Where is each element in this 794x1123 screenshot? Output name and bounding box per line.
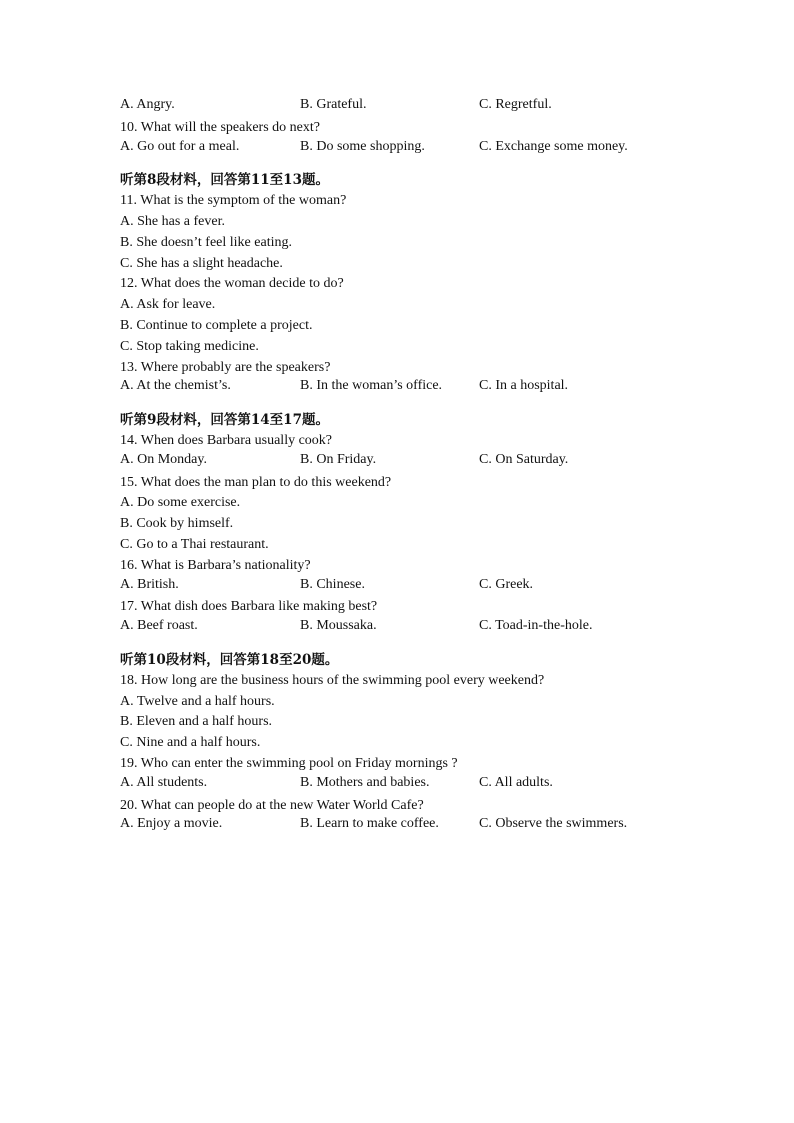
q20-option-a: A. Enjoy a movie. (120, 816, 223, 832)
q19-option-b: B. Mothers and babies. (300, 774, 430, 790)
section-8-heading: 听第8段材料，回答第11至13题。 (120, 172, 329, 189)
q19-options (120, 775, 720, 796)
q12-question: 12. What does the woman decide to do? (120, 276, 344, 292)
q20-option-c: C. Observe the swimmers. (479, 816, 628, 832)
q15-option-c: C. Go to a Thai restaurant. (120, 536, 269, 552)
q10-question: 10. What will the speakers do next? (120, 119, 320, 135)
q13-option-b: B. In the woman’s office. (300, 378, 443, 394)
q18-question: 18. How long are the business hours of the swimming pool every weekend? (120, 672, 545, 688)
q11-question: 11. What is the symptom of the woman? (120, 193, 347, 209)
q19-option-c: C. All adults. (479, 774, 553, 790)
q9-option-a: A. Angry. (120, 97, 175, 112)
q14-question: 14. When does Barbara usually cook? (120, 432, 333, 448)
q12-option-b: B. Continue to complete a project. (120, 317, 313, 333)
q20-options (120, 816, 720, 837)
q18-option-a: A. Twelve and a half hours. (120, 693, 275, 709)
q9-option-c: C. Regretful. (479, 97, 552, 112)
q15-option-b: B. Cook by himself. (120, 516, 234, 532)
q14-option-b: B. On Friday. (300, 451, 377, 467)
section-9-heading: 听第9段材料，回答第14至17题。 (120, 412, 329, 429)
q17-option-b: B. Moussaka. (300, 618, 377, 634)
q10-option-b: B. Do some shopping. (300, 138, 425, 154)
section-10-heading: 听第10段材料，回答第18至20题。 (120, 651, 339, 668)
q10-option-c: C. Exchange some money. (479, 138, 628, 154)
q11-option-b: B. She doesn’t feel like eating. (120, 234, 292, 250)
q14-options (120, 452, 720, 473)
q20-option-b: B. Learn to make coffee. (300, 816, 439, 832)
q16-option-a: A. British. (120, 576, 179, 592)
q10-option-a: A. Go out for a meal. (120, 138, 240, 154)
q17-question: 17. What dish does Barbara like making best? (120, 599, 378, 615)
q12-option-a: A. Ask for leave. (120, 297, 216, 313)
q11-option-a: A. She has a fever. (120, 213, 225, 229)
q11-option-c: C. She has a slight headache. (120, 255, 283, 271)
q14-option-c: C. On Saturday. (479, 451, 569, 467)
q20-question: 20. What can people do at the new Water World Cafe? (120, 797, 424, 813)
q16-question: 16. What is Barbara’s nationality? (120, 557, 311, 573)
q13-option-a: A. At the chemist’s. (120, 378, 231, 394)
q10-options (120, 139, 720, 160)
q15-option-a: A. Do some exercise. (120, 495, 241, 511)
q19-option-a: A. All students. (120, 774, 208, 790)
q19-question: 19. Who can enter the swimming pool on Friday mornings ? (120, 755, 458, 771)
q17-option-a: A. Beef roast. (120, 618, 198, 634)
q17-options (120, 618, 720, 639)
q13-option-c: C. In a hospital. (479, 378, 569, 394)
q13-options (120, 378, 720, 399)
q16-options (120, 577, 720, 598)
q14-option-a: A. On Monday. (120, 451, 207, 467)
q9-options (120, 97, 720, 118)
q16-option-b: B. Chinese. (300, 576, 365, 592)
q18-option-b: B. Eleven and a half hours. (120, 714, 273, 730)
q9-option-b: B. Grateful. (300, 97, 367, 112)
q17-option-c: C. Toad-in-the-hole. (479, 618, 593, 634)
q18-option-c: C. Nine and a half hours. (120, 735, 261, 751)
q12-option-c: C. Stop taking medicine. (120, 338, 259, 354)
q13-question: 13. Where probably are the speakers? (120, 359, 331, 375)
exam-page (120, 97, 720, 837)
q16-option-c: C. Greek. (479, 576, 534, 592)
q15-question: 15. What does the man plan to do this weekend? (120, 474, 392, 490)
